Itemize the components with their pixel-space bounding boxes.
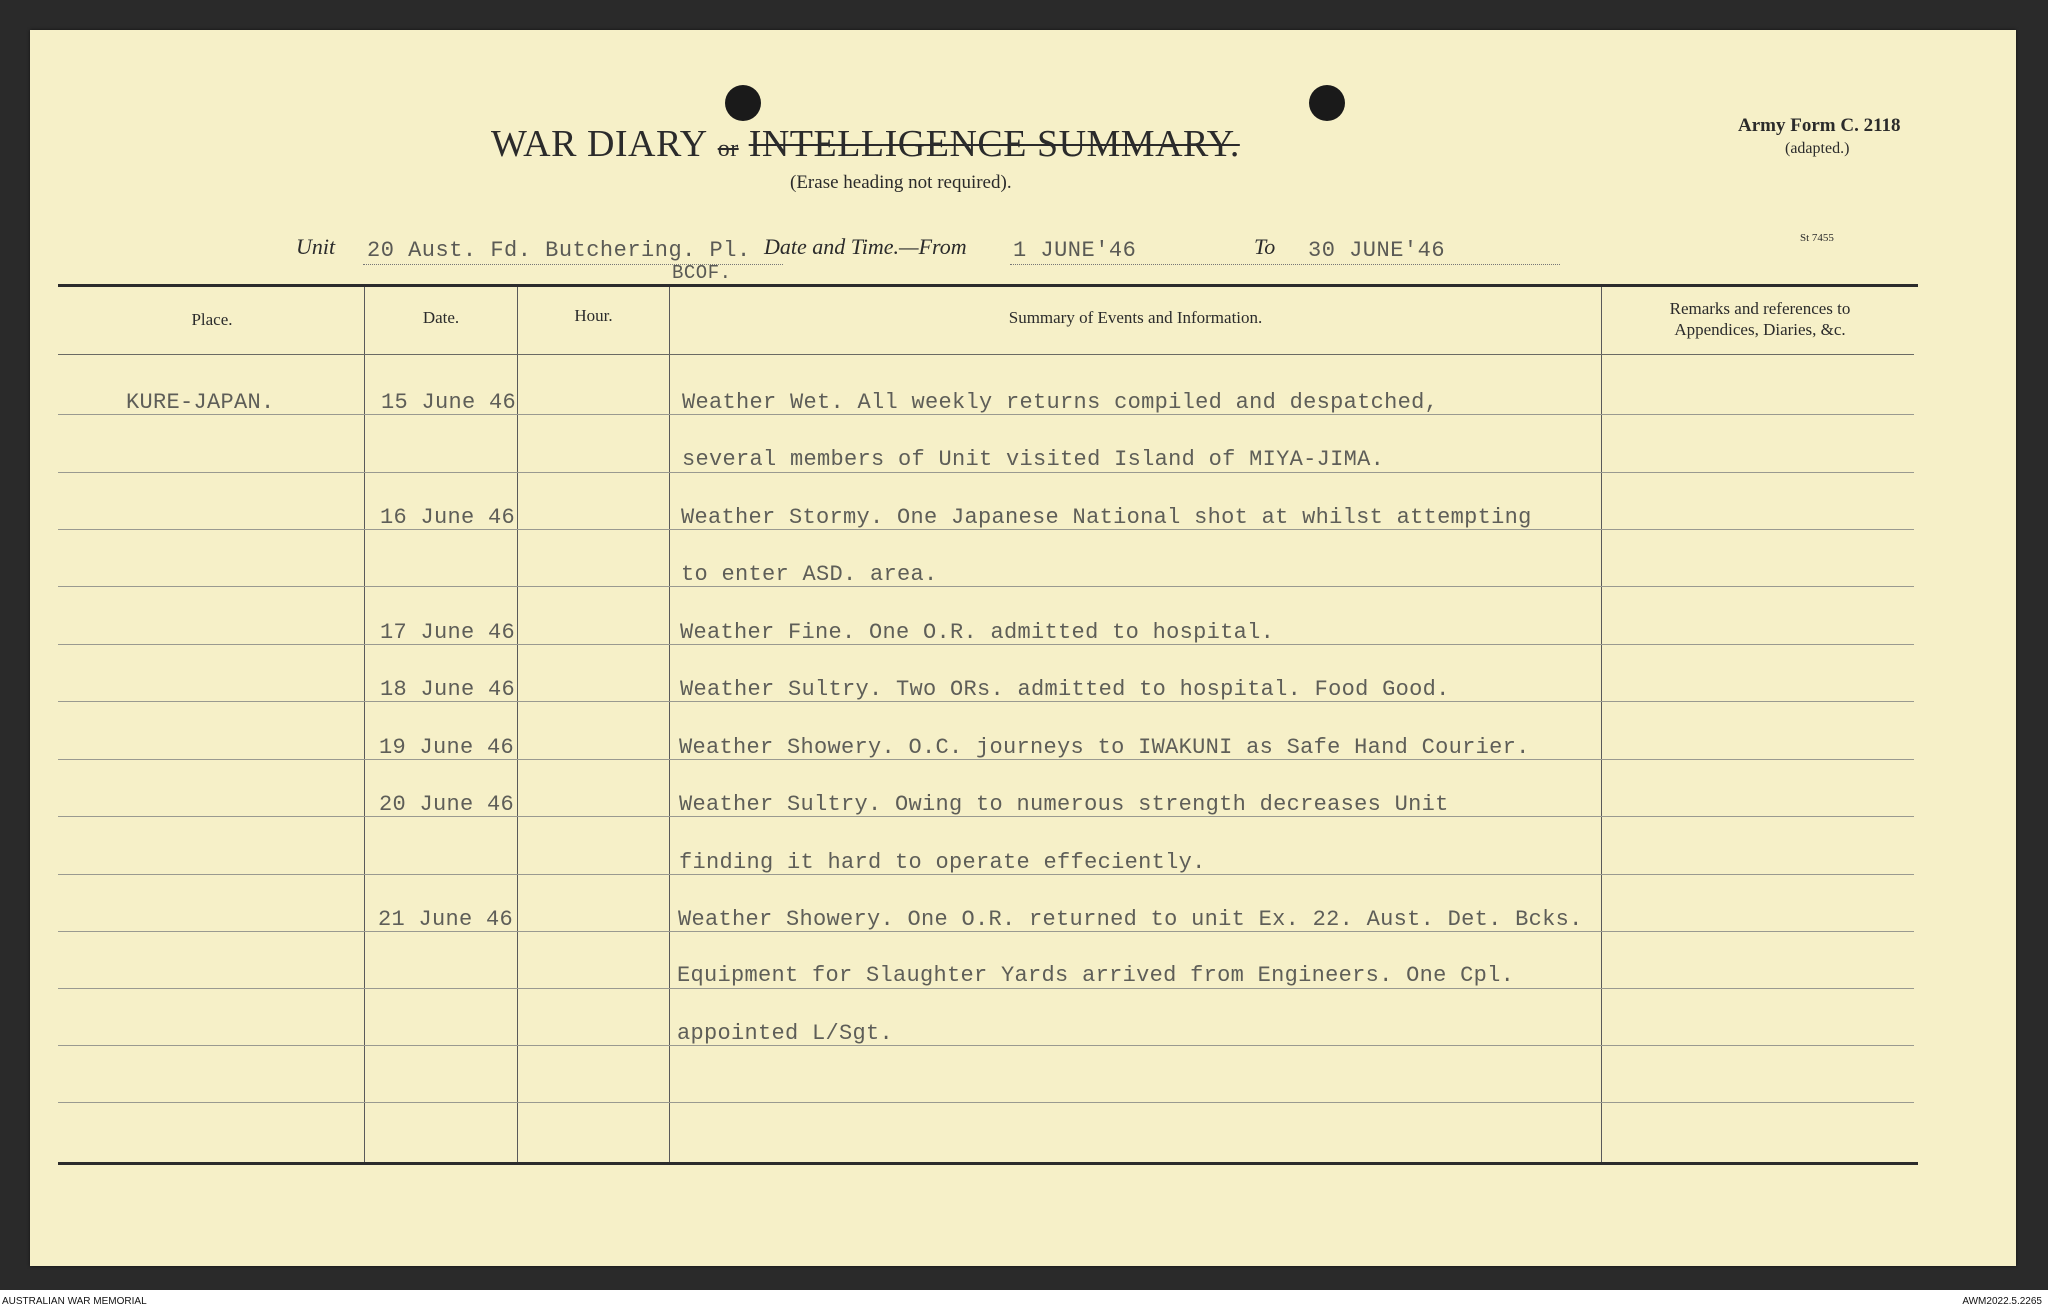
archive-credit: AUSTRALIAN WAR MEMORIAL [2,1296,147,1307]
header-place: Place. [191,310,233,329]
entry-text: appointed L/Sgt. [677,1021,894,1046]
header-remarks [1602,298,1918,340]
ruled-line [58,1045,1914,1046]
entry-text: finding it hard to operate effeciently. [679,850,1206,875]
header-remarks-line2: Appendices, Diaries, &c. [1674,320,1846,339]
entry-date: 18 June 46 [380,677,516,702]
unit-underline [363,264,783,265]
entry-text: to enter ASD. area. [681,562,938,587]
stock-code: St 7455 [1800,232,1834,244]
archive-reference: AWM2022.5.2265 [1962,1296,2042,1307]
war-diary-sheet [30,30,2016,1266]
ruled-line [58,988,1914,989]
entry-text: Equipment for Slaughter Yards arrived from Engineers. One Cpl. [677,963,1515,988]
header-summary: Summary of Events and Information. [1008,308,1263,327]
header-remarks-line1: Remarks and references to [1669,299,1851,318]
header-date: Date. [422,308,460,327]
erase-note: (Erase heading not required). [790,172,1012,193]
entry-date: 15 June 46 [381,390,517,415]
entry-text: Weather Wet. All weekly returns compiled and despatched, [682,390,1439,415]
entry-text: Weather Fine. One O.R. admitted to hospital. [680,620,1275,645]
entry-date: 20 June 46 [379,792,515,817]
table-top-border [58,284,1918,287]
title-main: WAR DIARY [491,123,708,165]
to-label: To [1254,234,1276,259]
ruled-line [58,586,1914,587]
entry-text: Weather Sultry. Owing to numerous strength decreases Unit [679,792,1449,817]
entry-text: Weather Stormy. One Japanese National shot at whilst attempting [681,505,1532,530]
column-divider-date [517,287,518,1162]
entry-date: 19 June 46 [379,735,515,760]
unit-value-line2: BCOF. [672,262,732,284]
entry-text: several members of Unit visited Island of MIYA-JIMA. [682,447,1385,472]
entry-date: 21 June 46 [378,907,514,932]
ruled-line [58,472,1914,473]
adapted-note: (adapted.) [1785,140,1850,157]
from-date: 1 JUNE'46 [1013,238,1137,263]
title-or: or [717,136,739,162]
header-hour: Hour. [574,306,613,325]
form-title [491,122,1240,166]
date-time-label: Date and Time.—From [764,234,967,259]
column-divider-summary [1601,287,1602,1162]
header-rule [58,354,1914,355]
to-date: 30 JUNE'46 [1308,238,1446,263]
column-divider-place [364,287,365,1162]
entry-date: 17 June 46 [380,620,516,645]
entry-text: Weather Sultry. Two ORs. admitted to hospital. Food Good. [680,677,1450,702]
entry-text: Weather Showery. One O.R. returned to unit Ex. 22. Aust. Det. Bcks. [678,907,1583,932]
entry-text: Weather Showery. O.C. journeys to IWAKUNI as Safe Hand Courier. [679,735,1530,760]
table-bottom-border [58,1162,1918,1165]
ruled-line [58,1102,1914,1103]
punch-hole-right [1309,85,1345,121]
date-underline [1010,264,1560,265]
column-divider-hour [669,287,670,1162]
entry-date: 16 June 46 [380,505,516,530]
title-struck: INTELLIGENCE SUMMARY. [748,123,1240,165]
punch-hole-left [725,85,761,121]
entry-place: KURE-JAPAN. [126,390,275,415]
army-form-number: Army Form C. 2118 [1738,115,1901,136]
unit-label: Unit [296,234,336,259]
unit-value: 20 Aust. Fd. Butchering. Pl. [367,238,751,263]
